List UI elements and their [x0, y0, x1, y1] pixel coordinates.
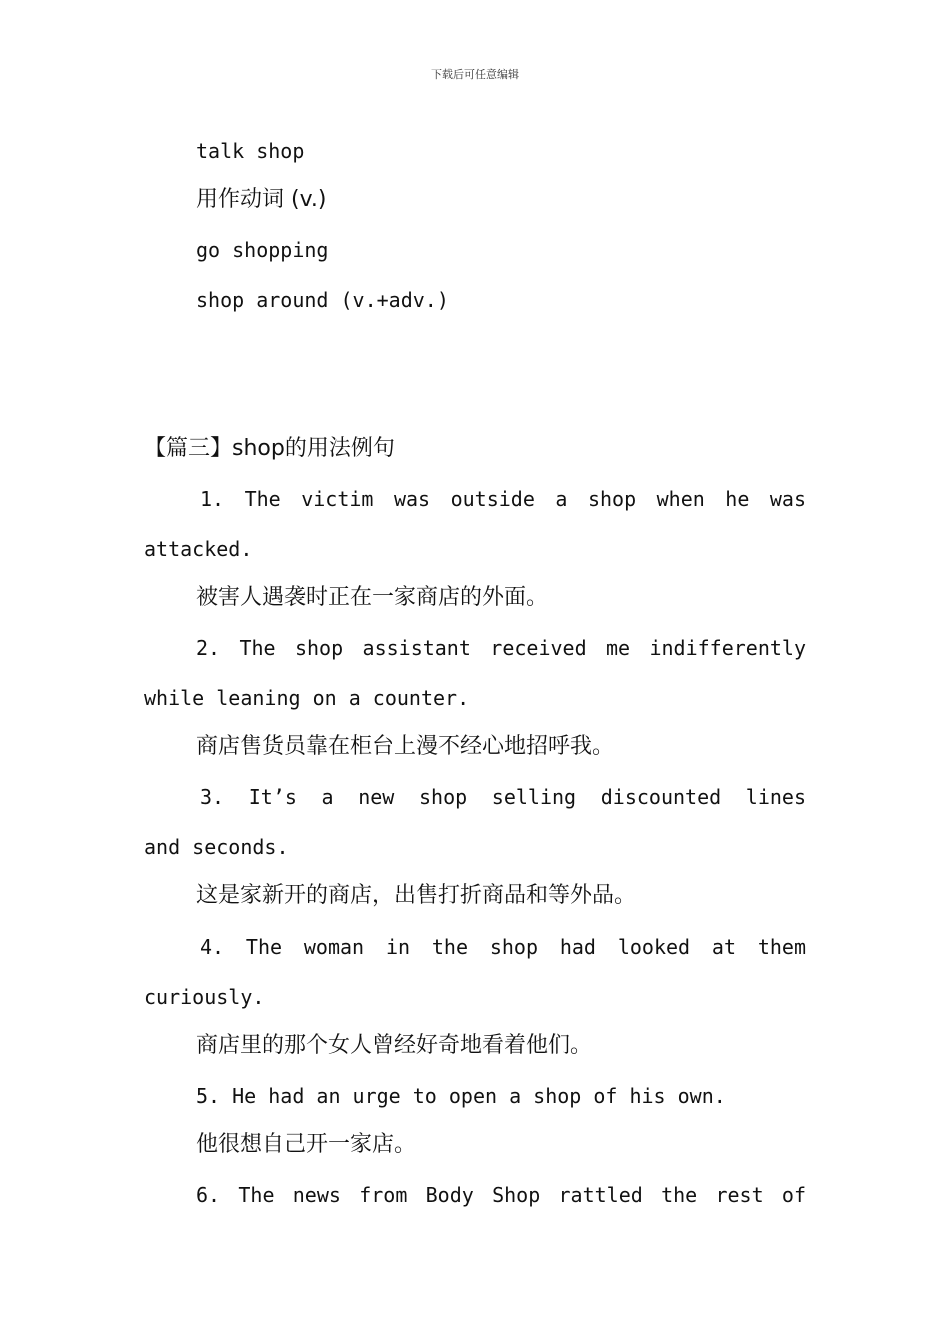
phrase-shop-around: shop around (v.+adv.)	[196, 288, 449, 312]
example-4-english-line-2: curiously.	[144, 985, 265, 1009]
phrase-go-shopping: go shopping	[196, 238, 329, 262]
example-2-english-line-2: while leaning on a counter.	[144, 686, 470, 710]
example-5-english: 5. He had an urge to open a shop of his own.	[196, 1084, 726, 1108]
example-1-english-line-2: attacked.	[144, 537, 253, 561]
section-title: 【篇三】shop的用法例句	[144, 436, 395, 461]
page-header: 下载后可任意编辑	[431, 68, 519, 81]
example-1-chinese: 被害人遇袭时正在一家商店的外面。	[196, 585, 549, 610]
example-6-english-line-1: 6. The news from Body Shop rattled the rest of	[196, 1183, 806, 1207]
example-3-english-line-1: 3. It’s a new shop selling discounted lines	[200, 785, 806, 809]
example-5-chinese: 他很想自己开一家店。	[196, 1132, 417, 1157]
example-3-english-line-2: and seconds.	[144, 835, 289, 859]
example-4-english-line-1: 4. The woman in the shop had looked at them	[200, 935, 806, 959]
example-1-english-line-1: 1. The victim was outside a shop when he was	[200, 487, 806, 511]
example-3-chinese: 这是家新开的商店，出售打折商品和等外品。	[196, 883, 637, 908]
example-2-english-line-1: 2. The shop assistant received me indifferently	[196, 636, 806, 660]
phrase-talk-shop: talk shop	[196, 139, 305, 163]
phrase-verb-usage-heading: 用作动词 (v.)	[196, 187, 327, 212]
example-2-chinese: 商店售货员靠在柜台上漫不经心地招呼我。	[196, 734, 615, 759]
example-4-chinese: 商店里的那个女人曾经好奇地看着他们。	[196, 1033, 593, 1058]
